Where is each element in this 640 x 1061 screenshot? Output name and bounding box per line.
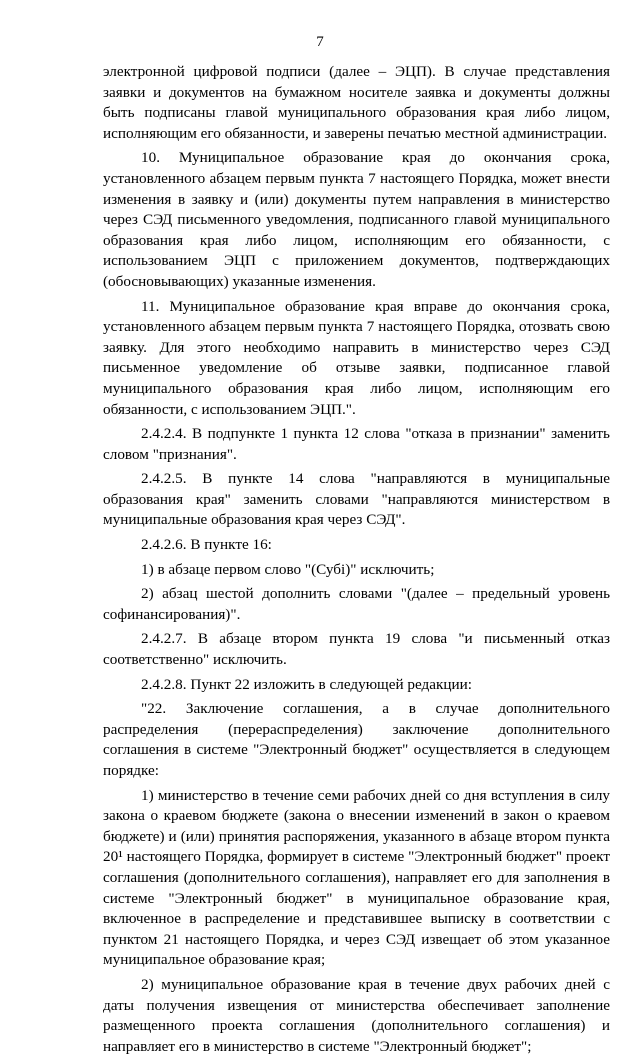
paragraph-subitem-1: 1) в абзаце первом слово "(Субi)" исключить; [141,560,435,578]
paragraph-item-11: 11. Муниципальное образование края вправе до окончания срока, установленного абзацем первым пункта 7 настоящего Порядка, отозвать свою заявку. Для этого необходимо направить в министерство через СЭД письменное уведомление об отзыве заявки, подписанное главой муниципального образования края либо лицом, исполняющим его обязанности, с использованием ЭЦП.". [103,297,610,418]
paragraph-item-22: "22. Заключение соглашения, а в случае дополнительного распределения (перераспределения) заключение дополнительного соглашения в системе "Электронный бюджет" осуществляется в следующем порядке: [103,700,610,779]
paragraph-22-subitem-2: 2) муниципальное образование края в течение двух рабочих дней с даты получения извещения от министерства обеспечивает заполнение размещенного проекта соглашения (дополнительного соглашения) и направляет его в министерство в системе "Электронный бюджет"; [103,975,610,1055]
paragraph-item-10: 10. Муниципальное образование края до окончания срока, установленного абзацем первым пункта 7 настоящего Порядка, может внести изменения в заявку и (или) документы путем направления в министерство через СЭД письменного уведомления, подписанного главой муниципального образования края либо лицом, исполняющим его обязанности, с использованием ЭЦП с приложением документов, подтверждающих (обосновывающих) указанные изменения. [103,149,610,290]
paragraph-2-4-2-6: 2.4.2.6. В пункте 16: [141,536,272,554]
paragraph-22-subitem-1: 1) министерство в течение семи рабочих дней со дня вступления в силу закона о краевом бюджете (закона о внесении изменений в закон о краевом бюджете) и (или) принятия распоряжения, указанного в абзаце втором пункта 20¹ настоящего Порядка, формирует в системе "Электронный бюджет" проект соглашения (дополнительного соглашения), направляет его для заполнения в системе "Электронный бюджет" в муниципальное образование края, включенное в распределение и представившее выписку в соответствии с пунктом 21 настоящего Порядка, и через СЭД извещает об этом указанное муниципальное образование края; [103,786,610,969]
page-number: 7 [316,34,324,50]
paragraph-2-4-2-5: 2.4.2.5. В пункте 14 слова "направляются в муниципальные образования края" заменить словами "направляются министерством в муниципальные образования края через СЭД". [103,470,610,529]
paragraph-2-4-2-8: 2.4.2.8. Пункт 22 изложить в следующей редакции: [141,675,472,693]
document-body [103,62,610,1061]
paragraph-2-4-2-7: 2.4.2.7. В абзаце втором пункта 19 слова "и письменный отказ соответственно" исключить. [103,630,610,669]
paragraph-2-4-2-4: 2.4.2.4. В подпункте 1 пункта 12 слова "отказа в признании" заменить словом "признания". [103,425,610,463]
paragraph-continuation: электронной цифровой подписи (далее – ЭЦП). В случае представления заявки и документов на бумажном носителе заявка и документы должны быть подписаны главой муниципального образования края либо лицом, исполняющим его обязанности, и заверены печатью местной администрации. [103,63,610,142]
paragraph-subitem-2: 2) абзац шестой дополнить словами "(далее – предельный уровень софинансирования)". [103,585,610,623]
